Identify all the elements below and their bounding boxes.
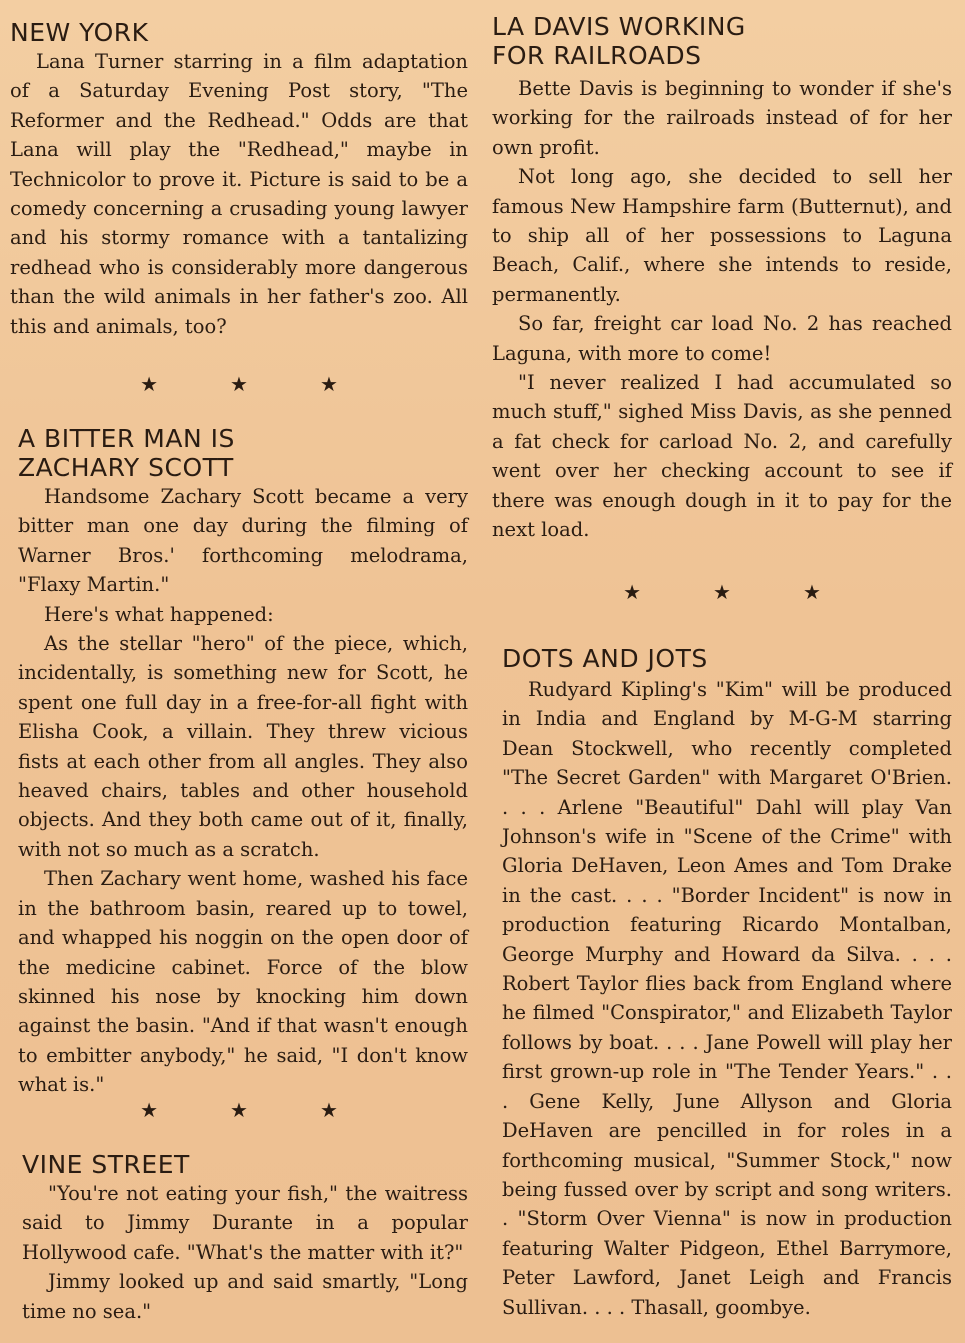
- paragraph: As the stellar "hero" of the piece, which, incidentally, is something new for Scott, he spent one full day in a free-for-all fight with Elisha Cook, a villain. They threw vicious fists at each other from all angles. They also heaved chairs, tables and other household objects. And they both came out of it, finally, with not so much as a scratch.: [18, 632, 468, 861]
- heading-new-york: NEW YORK: [10, 18, 149, 47]
- section-divider-stars: [10, 372, 468, 396]
- heading-line: LA DAVIS WORKING: [492, 12, 746, 41]
- star-icon: ★: [140, 1098, 159, 1122]
- paragraph: Bette Davis is beginning to wonder if she's working for the railroads instead of for her own profit.: [492, 77, 952, 159]
- star-icon: ★: [140, 372, 159, 396]
- paragraph: Not long ago, she decided to sell her famous New Hampshire farm (Butternut), and to ship all of her possessions to Laguna Beach, Calif., where she intends to reside, permanently.: [492, 165, 952, 306]
- section-dots-and-jots: [502, 644, 952, 1322]
- section-zachary-scott: [18, 424, 468, 1100]
- paragraph: Jimmy looked up and said smartly, "Long time no sea.": [22, 1270, 468, 1323]
- paragraph: Rudyard Kipling's "Kim" will be produced in India and England by M-G-M starring Dean Stockwell, who recently completed "The Secret Garden" with Margaret O'Brien. . . . Arlene "Beautiful" Dahl will play Van Johnson's wife in "Scene of the Crime" with Gloria DeHaven, Leon Ames and Tom Drake in the cast. . . . "Border Incident" is now in production featuring Ricardo Montalban, George Murphy and Howard da Silva. . . . Robert Taylor flies back from England where he filmed "Conspirator," and Elizabeth Taylor follows by boat. . . . Jane Powell will play her first grown-up role in "The Tender Years." . . . Gene Kelly, June Allyson and Gloria DeHaven are pencilled in for roles in a forthcoming musical, "Summer Stock," now being fussed over by script and song writers. . "Storm Over Vienna" is now in production featuring Walter Pidgeon, Ethel Barrymore, Peter Lawford, Janet Leigh and Francis Sullivan. . . . Thasall, goombye.: [502, 678, 952, 1319]
- star-icon: ★: [230, 372, 248, 396]
- paragraph: So far, freight car load No. 2 has reached Laguna, with more to come!: [492, 312, 952, 365]
- paragraph: "I never realized I had accumulated so much stuff," sighed Miss Davis, as she penned a fat check for carload No. 2, and carefully went over her checking account to see if there was enough dough in it to pay for the next load.: [492, 371, 952, 542]
- paragraph: Here's what happened:: [44, 602, 274, 626]
- section-vine-street: [22, 1150, 468, 1326]
- star-icon: ★: [230, 1098, 248, 1122]
- paragraph: Handsome Zachary Scott became a very bitter man one day during the filming of Warner Bros.' forthcoming melodrama, "Flaxy Martin.": [18, 485, 468, 597]
- star-icon: ★: [319, 372, 338, 396]
- star-icon: ★: [319, 1098, 338, 1122]
- heading-vine-street: VINE STREET: [22, 1150, 190, 1179]
- paragraph: Lana Turner starring in a film adaptation of a Saturday Evening Post story, "The Reformer and the Redhead." Odds are that Lana will play the "Redhead," maybe in Technicolor to prove it. Picture is said to be a comedy concerning a crusading young lawyer and his stormy romance with a tantalizing redhead who is considerably more dangerous than the wild animals in her father's zoo. All this and animals, too?: [10, 50, 468, 338]
- section-bette-davis: [492, 12, 952, 545]
- paragraph: Then Zachary went home, washed his face in the bathroom basin, reared up to towel, and whapped his noggin on the open door of the medicine cabinet. Force of the blow skinned his nose by knocking him down against the basin. "And if that wasn't enough to embitter anybody," he said, "I don't know what is.": [18, 867, 468, 1097]
- section-divider-stars: [10, 1098, 468, 1122]
- star-icon: ★: [623, 580, 642, 604]
- section-divider-stars: [492, 580, 952, 604]
- paragraph: "You're not eating your fish," the waitress said to Jimmy Durante in a popular Hollywood cafe. "What's the matter with it?": [22, 1182, 468, 1264]
- heading-line: ZACHARY SCOTT: [18, 453, 234, 482]
- heading-line: FOR RAILROADS: [492, 41, 702, 70]
- heading-dots-and-jots: DOTS AND JOTS: [502, 644, 708, 673]
- section-new-york: [10, 18, 468, 341]
- star-icon: ★: [713, 580, 731, 604]
- star-icon: ★: [802, 580, 821, 604]
- heading-line: A BITTER MAN IS: [18, 424, 235, 453]
